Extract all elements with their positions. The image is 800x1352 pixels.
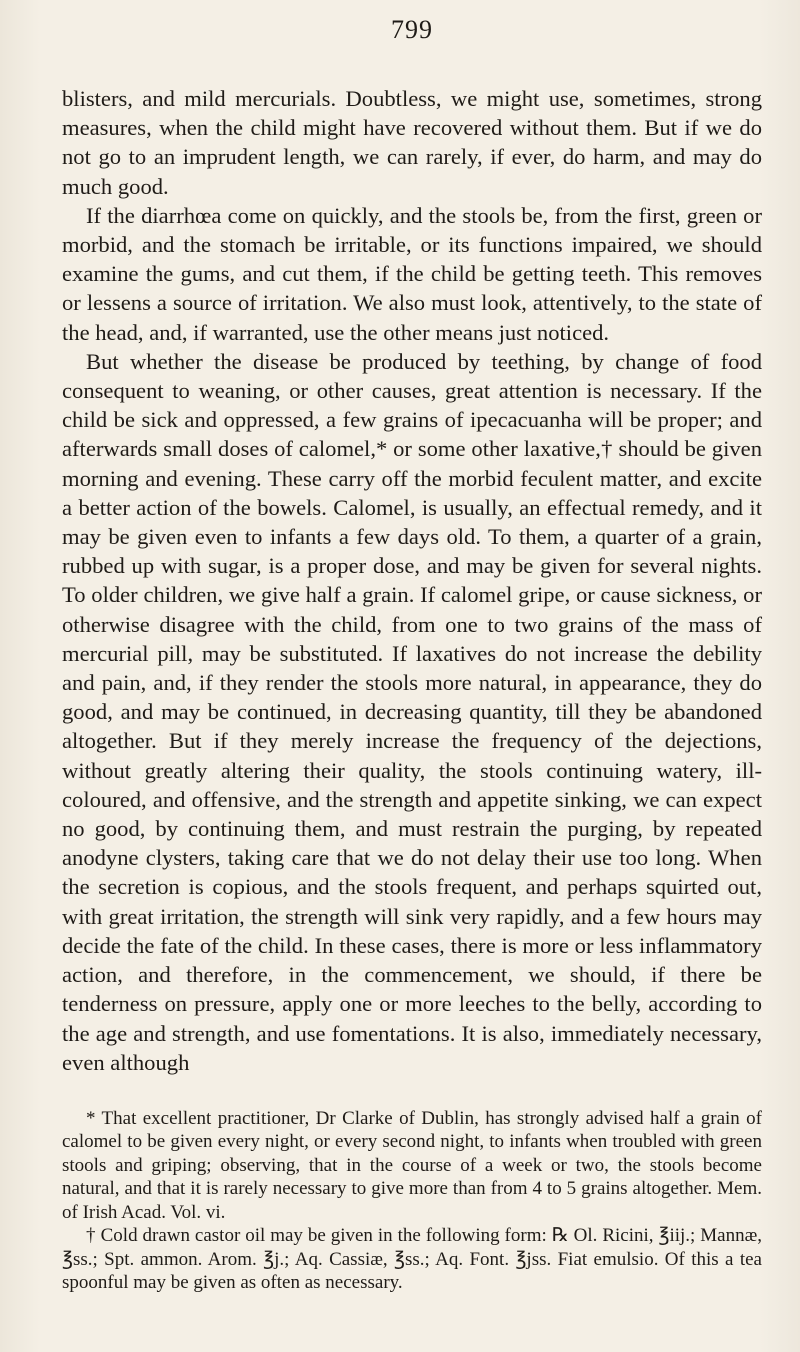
paragraph-continuation: blisters, and mild mercurials. Doubtless, we might use, sometimes, strong measures, when the child might have recovered without them. But if we do not go to an imprudent length, we can rarely, if ever, do harm, and may do much good.	[62, 86, 762, 199]
paragraph-treatment: But whether the disease be produced by teething, by change of food consequent to weaning, or other causes, great attention is necessary. If the child be sick and oppressed, a few grains of ipecacuanha will be proper; and afterwards small doses of calomel,* or some other laxative,† should be given morning and evening. These carry off the morbid feculent matter, and excite a better action of the bowels. Calomel, is usually, an effectual remedy, and it may be given even to infants a few days old. To them, a quarter of a grain, rubbed up with sugar, is a proper dose, and may be given for several nights. To older children, we give half a grain. If calomel gripe, or cause sickness, or otherwise disagree with the child, from one to two grains of the mass of mercurial pill, may be substituted. If laxatives do not increase the debility and pain, and, if they render the stools more natural, in appearance, they do good, and may be continued, in decreasing quantity, till they be abandoned altogether. But if they merely increase the frequency of the dejections, without greatly altering their quality, the stools continuing watery, ill-coloured, and offensive, and the strength and appetite sinking, we can expect no good, by continuing them, and must restrain the purging, by repeated anodyne clysters, taking care that we do not delay their use too long. When the secretion is copious, and the stools frequent, and perhaps squirted out, with great irritation, the strength will sink very rapidly, and a few hours may decide the fate of the child. In these cases, there is more or less inflammatory action, and therefore, in the commencement, we should, if there be tenderness on pressure, apply one or more leeches to the belly, according to the age and strength, and use fomentations. It is also, immediately necessary, even although	[62, 348, 762, 1075]
footnotes	[62, 1107, 762, 1295]
body-text	[62, 84, 762, 1077]
page-number: 799	[391, 15, 433, 44]
footnote-calomel: * That excellent practitioner, Dr Clarke of Dublin, has strongly advised half a grain of calomel to be given every night, or every second night, to infants when troubled with green stools and griping; observing, that in the course of a week or two, the stools become natural, and that it is rarely necessary to give more than from 4 to 5 grains altogether. Mem. of Irish Acad. Vol. vi.	[62, 1107, 762, 1223]
footnote-castor-oil: † Cold drawn castor oil may be given in the following form: ℞ Ol. Ricini, ℥iij.; Mannæ, ℥ss.; Spt. ammon. Arom. ℥j.; Aq. Cassiæ, ℥ss.; Aq. Font. ℥jss. Fiat emulsio. Of this a tea spoonful may be given as often as necessary.	[62, 1225, 762, 1294]
paragraph-diarrhoea: If the diarrhœa come on quickly, and the stools be, from the first, green or morbid, and the stomach be irritable, or its functions impaired, we should examine the gums, and cut them, if the child be getting teeth. This removes or lessens a source of irritation. We also must look, attentively, to the state of the head, and, if warranted, use the other means just noticed.	[62, 202, 762, 345]
